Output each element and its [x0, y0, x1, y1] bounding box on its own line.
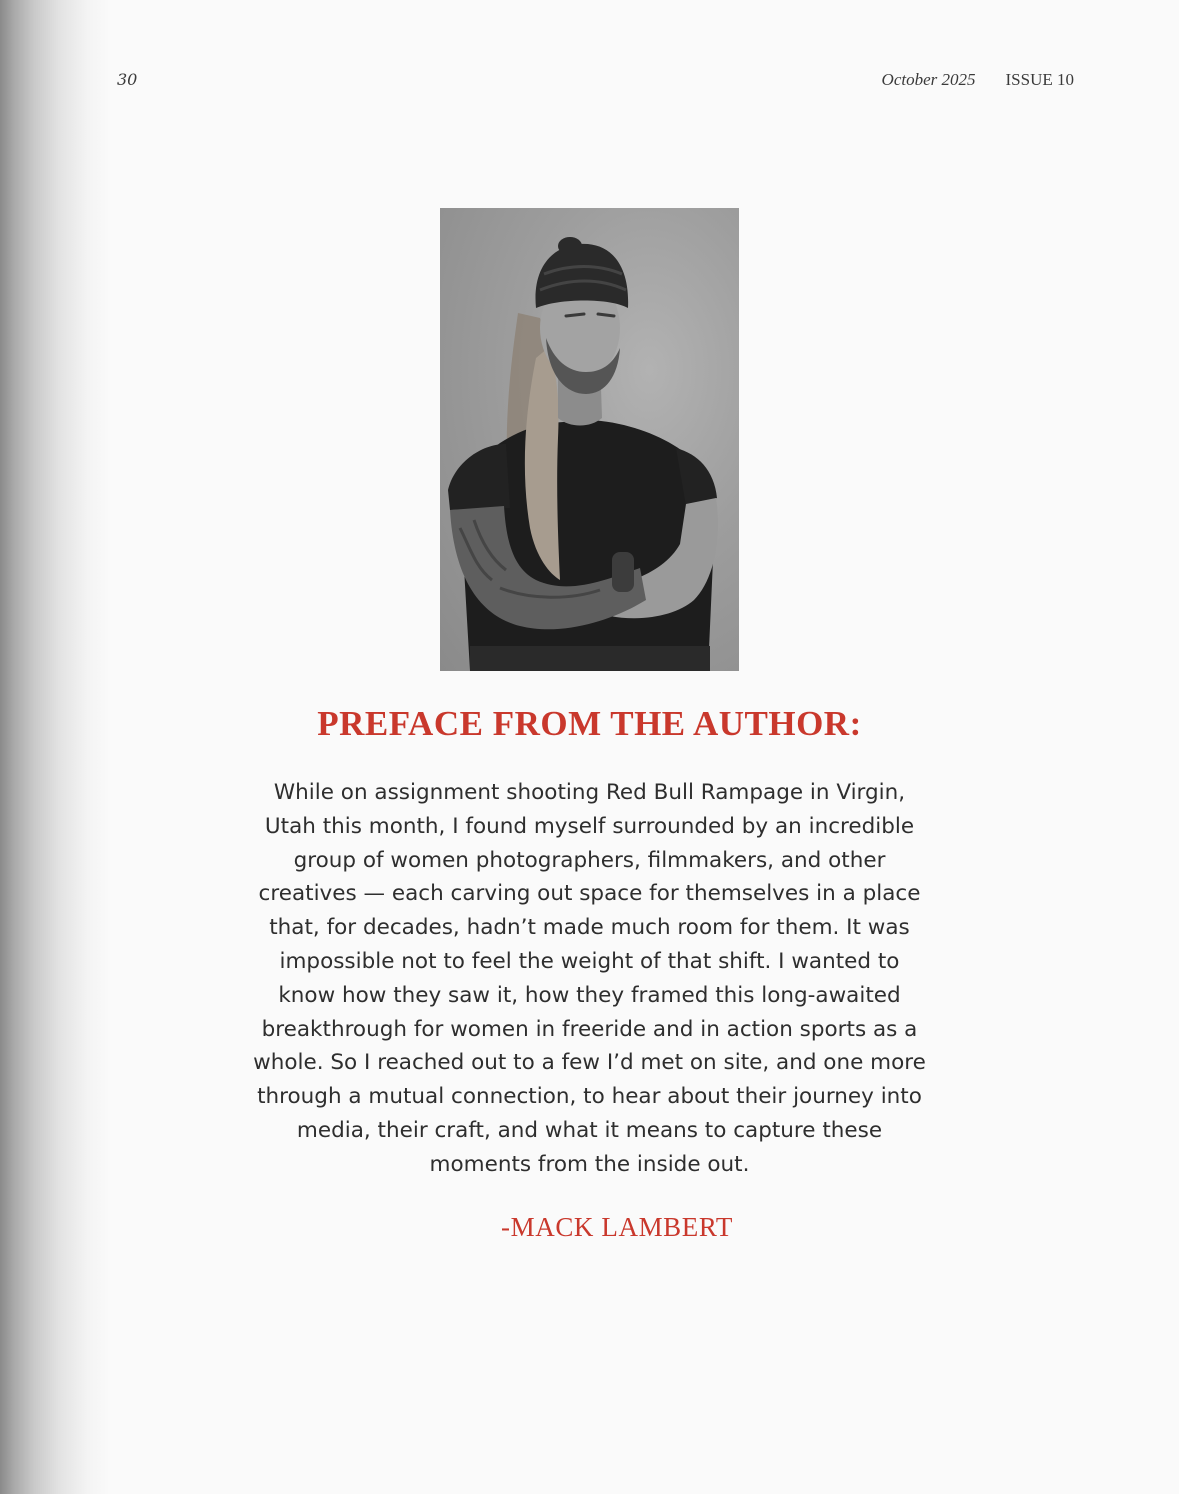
body-line: that, for decades, hadn’t made much room for them. It was	[269, 915, 910, 941]
author-signature: -MACK LAMBERT	[501, 1212, 733, 1242]
page-header	[882, 70, 1074, 90]
body-line: impossible not to feel the weight of that shift. I wanted to	[279, 948, 900, 974]
body-line: through a mutual connection, to hear about their journey into	[257, 1084, 922, 1110]
body-line: moments from the inside out.	[429, 1151, 750, 1177]
article-body	[220, 776, 959, 1182]
author-portrait	[440, 208, 739, 671]
body-line: Utah this month, I found myself surrounded by an incredible	[264, 813, 915, 839]
body-line: breakthrough for women in freeride and in action sports as a	[261, 1016, 918, 1042]
body-line: creatives — each carving out space for themselves in a place	[258, 881, 921, 907]
body-line: group of women photographers, filmmakers, and other	[293, 847, 886, 873]
issue-number: ISSUE 10	[1005, 70, 1074, 89]
body-line: media, their craft, and what it means to capture these	[296, 1117, 883, 1143]
author-portrait-icon	[440, 208, 739, 671]
body-line: While on assignment shooting Red Bull Rampage in Virgin,	[273, 780, 906, 805]
body-line: know how they saw it, how they framed this long-awaited	[278, 982, 901, 1008]
article-title: PREFACE FROM THE AUTHOR:	[317, 704, 862, 743]
page-number: 30	[117, 70, 138, 89]
page-spine-shadow	[0, 0, 110, 1494]
body-line: whole. So I reached out to a few I’d met on site, and one more	[253, 1050, 926, 1076]
issue-date: October 2025	[881, 70, 976, 89]
